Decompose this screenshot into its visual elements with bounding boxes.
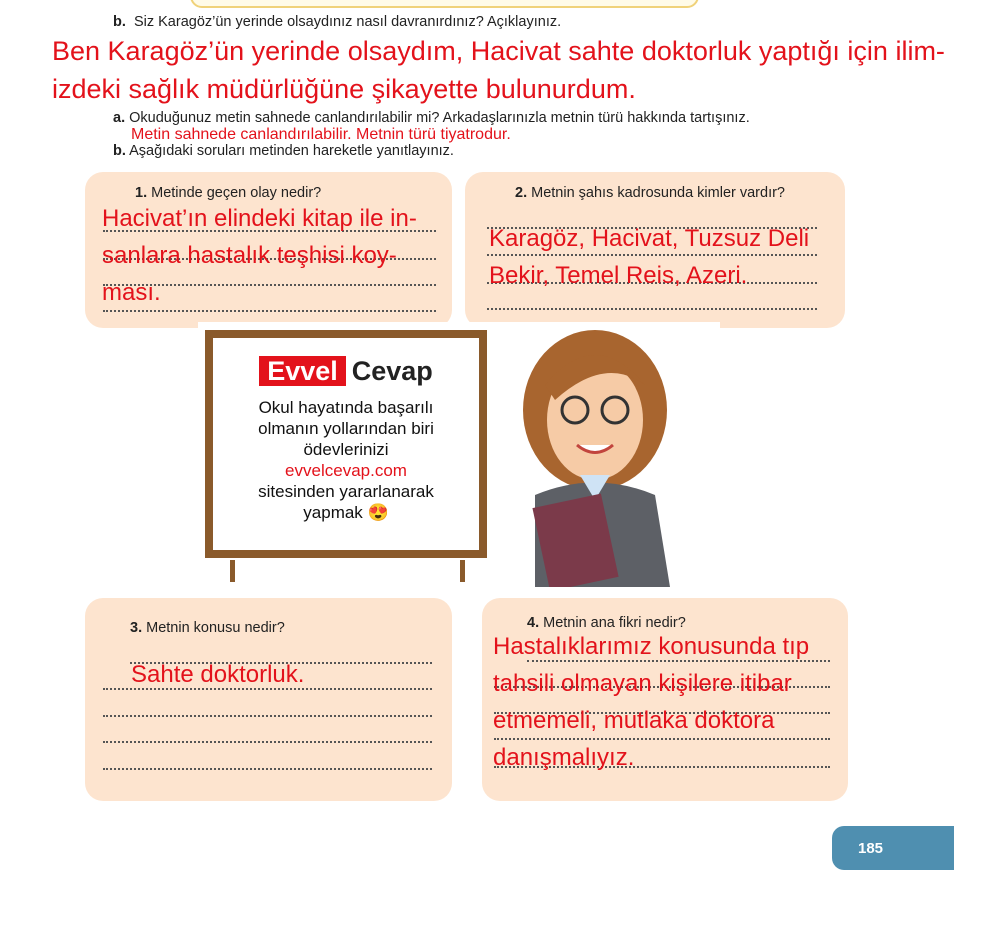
question-text: Metnin ana fikri nedir? bbox=[543, 615, 686, 631]
question-text: Aşağıdaki soruları metinden hareketle yanıtlayınız. bbox=[129, 143, 454, 159]
num: 1. bbox=[135, 185, 148, 201]
question-text: Siz Karagöz’ün yerinde olsaydınız nasıl davranırdınız? Açıklayınız. bbox=[133, 14, 562, 30]
num: 4. bbox=[527, 615, 540, 631]
answer-line: etmemeli, mutlaka doktora bbox=[493, 707, 775, 734]
logo-cevap: Cevap bbox=[351, 356, 433, 386]
page-number: 185 bbox=[832, 826, 954, 870]
answer-line: Bekir, Temel Reis, Azeri. bbox=[489, 262, 748, 289]
easel-leg bbox=[230, 560, 255, 582]
teacher-illustration bbox=[495, 325, 720, 587]
question-text: Metnin konusu nedir? bbox=[146, 620, 285, 636]
answer-b1 bbox=[52, 32, 945, 108]
answer-line: sanlara hastalık teşhisi koy- bbox=[102, 242, 397, 269]
logo-evvel: Evvel bbox=[259, 356, 346, 386]
answer-line: Sahte doktorluk. bbox=[131, 661, 305, 688]
answer-line: Hastalıklarımız konusunda tıp bbox=[493, 633, 810, 660]
ad-line: ödevlerinizi bbox=[303, 440, 389, 459]
question-b2 bbox=[113, 143, 454, 159]
answer-line: danışmalıyız. bbox=[493, 744, 635, 771]
question-a bbox=[113, 110, 750, 126]
label: b. bbox=[113, 14, 126, 30]
num: 2. bbox=[515, 185, 528, 201]
answer-1 bbox=[102, 200, 417, 311]
answer-line: izdeki sağlık müdürlüğüne şikayette bulunurdum. bbox=[52, 74, 636, 104]
ad-line: Okul hayatında başarılı bbox=[258, 398, 434, 417]
previous-box bbox=[190, 0, 699, 8]
ad-line: olmanın yollarından biri bbox=[258, 419, 434, 438]
question-text: Okuduğunuz metin sahnede canlandırılabilir mi? Arkadaşlarınızla metnin türü hakkında tartışınız. bbox=[129, 110, 750, 126]
ad-text bbox=[213, 397, 479, 523]
answer-line: Hacivat’ın elindeki kitap ile in- bbox=[102, 205, 417, 232]
answer-line: Ben Karagöz’ün yerinde olsaydım, Hacivat sahte doktorluk yaptığı için ilim- bbox=[52, 36, 945, 66]
ad-line: sitesinden yararlanarak bbox=[258, 482, 434, 501]
answer-line: Karagöz, Hacivat, Tuzsuz Deli bbox=[489, 225, 810, 252]
answer-a: Metin sahnede canlandırılabilir. Metnin türü tiyatrodur. bbox=[131, 126, 511, 143]
label: b. bbox=[113, 143, 126, 159]
question-text: Metinde geçen olay nedir? bbox=[151, 185, 322, 201]
answer-3 bbox=[131, 656, 304, 693]
question-text: Metnin şahıs kadrosunda kimler vardır? bbox=[531, 185, 785, 201]
answer-2 bbox=[489, 220, 809, 294]
question-b1 bbox=[113, 14, 561, 30]
answer-4 bbox=[493, 628, 809, 776]
answer-line: ması. bbox=[102, 279, 161, 306]
card-question-1 bbox=[85, 172, 452, 328]
ad-line: yapmak 😍 bbox=[303, 503, 389, 522]
ad-board bbox=[205, 330, 487, 558]
num: 3. bbox=[130, 620, 143, 636]
card-question-2 bbox=[465, 172, 845, 328]
answer-line: tahsili olmayan kişilere itibar bbox=[493, 670, 792, 697]
easel-leg bbox=[440, 560, 465, 582]
card-question-4 bbox=[482, 598, 848, 801]
ad-site-link[interactable]: evvelcevap.com bbox=[285, 461, 407, 480]
card-question-3 bbox=[85, 598, 452, 801]
label: a. bbox=[113, 110, 126, 126]
